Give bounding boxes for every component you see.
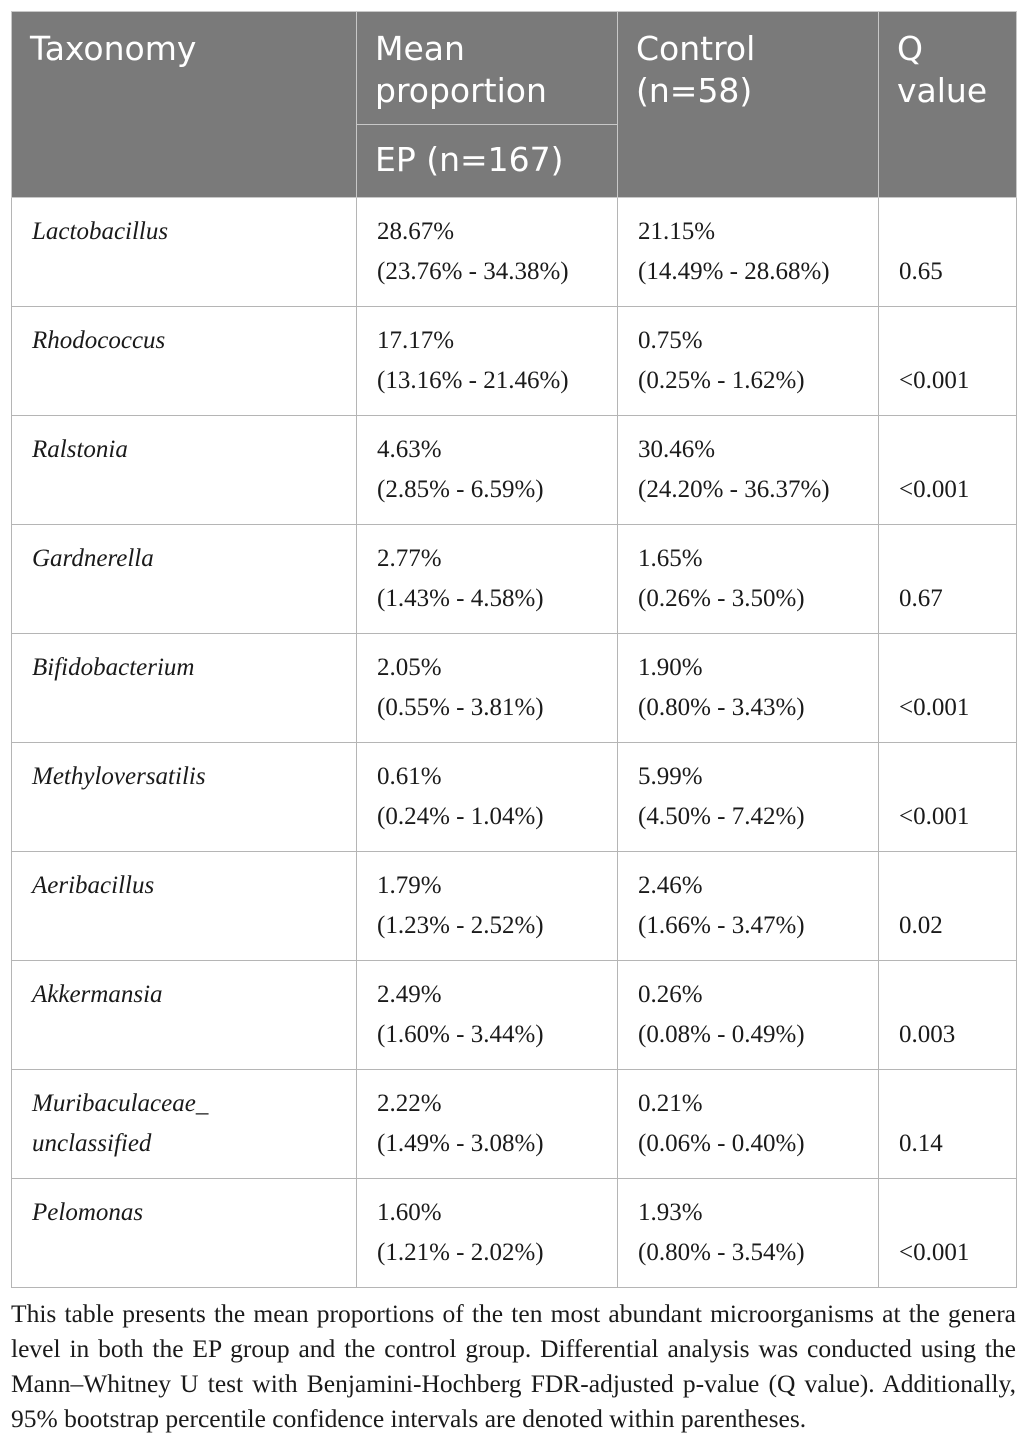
q-value-cell <box>879 961 1017 1070</box>
ep-cell <box>357 198 618 307</box>
header-mean-proportion: Mean proportion <box>357 12 618 125</box>
q-value-cell-q: <0.001 <box>899 476 970 503</box>
ep-cell <box>357 634 618 743</box>
q-value-cell-q: <0.001 <box>899 1239 970 1266</box>
control-cell-ctrl-ci: (0.26% - 3.50%) <box>638 585 805 612</box>
taxonomy-cell <box>12 634 357 743</box>
q-value-cell <box>879 852 1017 961</box>
control-cell-ctrl-ci: (0.08% - 0.49%) <box>638 1021 805 1048</box>
q-value-cell <box>879 307 1017 416</box>
taxonomy-cell-taxon: Ralstonia <box>32 436 128 463</box>
header-taxonomy: Taxonomy <box>12 12 357 198</box>
table-row <box>12 634 1017 743</box>
q-value-cell-q: 0.14 <box>899 1130 943 1157</box>
control-cell-ctrl-ci: (0.80% - 3.43%) <box>638 694 805 721</box>
control-cell-ctrl-ci: (0.25% - 1.62%) <box>638 367 805 394</box>
control-cell-ctrl-ci: (0.80% - 3.54%) <box>638 1239 805 1266</box>
q-value-cell-q: <0.001 <box>899 803 970 830</box>
taxonomy-cell <box>12 307 357 416</box>
q-value-cell-q: 0.003 <box>899 1021 956 1048</box>
taxonomy-cell-taxon: Gardnerella <box>32 545 154 572</box>
ep-cell-ep-ci: (1.60% - 3.44%) <box>377 1021 544 1048</box>
taxonomy-cell <box>12 1070 357 1179</box>
ep-cell-ep-mean: 2.77% <box>377 545 442 572</box>
control-cell-ctrl-mean: 1.93% <box>638 1199 703 1226</box>
table-row <box>12 961 1017 1070</box>
table-row <box>12 416 1017 525</box>
q-value-cell-q: 0.02 <box>899 912 943 939</box>
table-row <box>12 1070 1017 1179</box>
control-cell-ctrl-mean: 1.90% <box>638 654 703 681</box>
control-cell-ctrl-mean: 0.21% <box>638 1090 703 1117</box>
ep-cell-ep-mean: 2.05% <box>377 654 442 681</box>
control-cell <box>618 852 879 961</box>
control-cell-ctrl-mean: 5.99% <box>638 763 703 790</box>
q-value-cell <box>879 634 1017 743</box>
q-value-cell <box>879 198 1017 307</box>
taxonomy-cell-taxon: Aeribacillus <box>32 872 155 899</box>
control-cell-ctrl-ci: (4.50% - 7.42%) <box>638 803 805 830</box>
ep-cell-ep-mean: 28.67% <box>377 218 455 245</box>
table-header <box>12 12 1017 198</box>
taxonomy-cell <box>12 416 357 525</box>
table-row <box>12 307 1017 416</box>
header-control: Control (n=58) <box>618 12 879 198</box>
table-body <box>12 198 1017 1288</box>
q-value-cell <box>879 1179 1017 1288</box>
control-cell-ctrl-mean: 0.26% <box>638 981 703 1008</box>
q-value-cell <box>879 416 1017 525</box>
taxonomy-cell-taxon: Muribaculaceae_ unclassified <box>32 1090 209 1157</box>
ep-cell-ep-ci: (0.24% - 1.04%) <box>377 803 544 830</box>
q-value-cell-q: <0.001 <box>899 367 970 394</box>
taxonomy-cell-taxon: Akkermansia <box>32 981 163 1008</box>
taxonomy-cell <box>12 525 357 634</box>
control-cell-ctrl-mean: 2.46% <box>638 872 703 899</box>
ep-cell <box>357 1179 618 1288</box>
ep-cell <box>357 743 618 852</box>
ep-cell-ep-ci: (0.55% - 3.81%) <box>377 694 544 721</box>
taxonomy-cell <box>12 852 357 961</box>
table-container <box>11 11 1016 1288</box>
control-cell-ctrl-ci: (24.20% - 36.37%) <box>638 476 830 503</box>
ep-cell-ep-ci: (23.76% - 34.38%) <box>377 258 569 285</box>
table-row <box>12 1179 1017 1288</box>
ep-cell <box>357 416 618 525</box>
table-row <box>12 743 1017 852</box>
control-cell <box>618 307 879 416</box>
control-cell <box>618 634 879 743</box>
ep-cell <box>357 852 618 961</box>
ep-cell-ep-ci: (2.85% - 6.59%) <box>377 476 544 503</box>
control-cell-ctrl-ci: (0.06% - 0.40%) <box>638 1130 805 1157</box>
control-cell <box>618 961 879 1070</box>
ep-cell-ep-ci: (1.49% - 3.08%) <box>377 1130 544 1157</box>
control-cell <box>618 416 879 525</box>
ep-cell-ep-ci: (1.21% - 2.02%) <box>377 1239 544 1266</box>
taxonomy-cell-taxon: Methyloversatilis <box>32 763 206 790</box>
q-value-cell-q: <0.001 <box>899 694 970 721</box>
table-row <box>12 852 1017 961</box>
table-row <box>12 198 1017 307</box>
control-cell-ctrl-mean: 30.46% <box>638 436 716 463</box>
microbiome-table <box>11 11 1017 1288</box>
q-value-cell-q: 0.67 <box>899 585 943 612</box>
ep-cell-ep-ci: (1.43% - 4.58%) <box>377 585 544 612</box>
control-cell <box>618 743 879 852</box>
ep-cell-ep-mean: 1.60% <box>377 1199 442 1226</box>
q-value-cell <box>879 1070 1017 1179</box>
control-cell <box>618 525 879 634</box>
q-value-cell-q: 0.65 <box>899 258 943 285</box>
ep-cell-ep-mean: 1.79% <box>377 872 442 899</box>
taxonomy-cell <box>12 1179 357 1288</box>
control-cell-ctrl-mean: 0.75% <box>638 327 703 354</box>
taxonomy-cell <box>12 198 357 307</box>
ep-cell-ep-ci: (1.23% - 2.52%) <box>377 912 544 939</box>
ep-cell <box>357 1070 618 1179</box>
taxonomy-cell <box>12 961 357 1070</box>
taxonomy-cell-taxon: Rhodococcus <box>32 327 166 354</box>
q-value-cell <box>879 525 1017 634</box>
ep-cell-ep-mean: 17.17% <box>377 327 455 354</box>
taxonomy-cell-taxon: Bifidobacterium <box>32 654 195 681</box>
taxonomy-cell-taxon: Pelomonas <box>32 1199 144 1226</box>
taxonomy-cell-taxon: Lactobacillus <box>32 218 169 245</box>
control-cell-ctrl-ci: (1.66% - 3.47%) <box>638 912 805 939</box>
taxonomy-cell <box>12 743 357 852</box>
control-cell-ctrl-ci: (14.49% - 28.68%) <box>638 258 830 285</box>
control-cell-ctrl-mean: 21.15% <box>638 218 716 245</box>
table-row <box>12 525 1017 634</box>
control-cell <box>618 198 879 307</box>
header-ep: EP (n=167) <box>357 125 618 198</box>
table-footnote: This table presents the mean proportions of the ten most abundant microorganisms at the genera level in both the EP group and the control group. Differential analysis was conducted using the Mann–Whitney U test with Benjamini-Hochberg FDR-adjusted p-value (Q value). Additionally, 95% bootstrap percentile confidence intervals are denoted within parentheses. <box>11 1299 1016 1433</box>
ep-cell-ep-mean: 2.49% <box>377 981 442 1008</box>
ep-cell <box>357 525 618 634</box>
control-cell <box>618 1070 879 1179</box>
ep-cell-ep-mean: 4.63% <box>377 436 442 463</box>
ep-cell-ep-mean: 2.22% <box>377 1090 442 1117</box>
ep-cell-ep-mean: 0.61% <box>377 763 442 790</box>
ep-cell <box>357 307 618 416</box>
ep-cell-ep-ci: (13.16% - 21.46%) <box>377 367 569 394</box>
control-cell-ctrl-mean: 1.65% <box>638 545 703 572</box>
control-cell <box>618 1179 879 1288</box>
header-q-value: Q value <box>879 12 1017 198</box>
q-value-cell <box>879 743 1017 852</box>
ep-cell <box>357 961 618 1070</box>
